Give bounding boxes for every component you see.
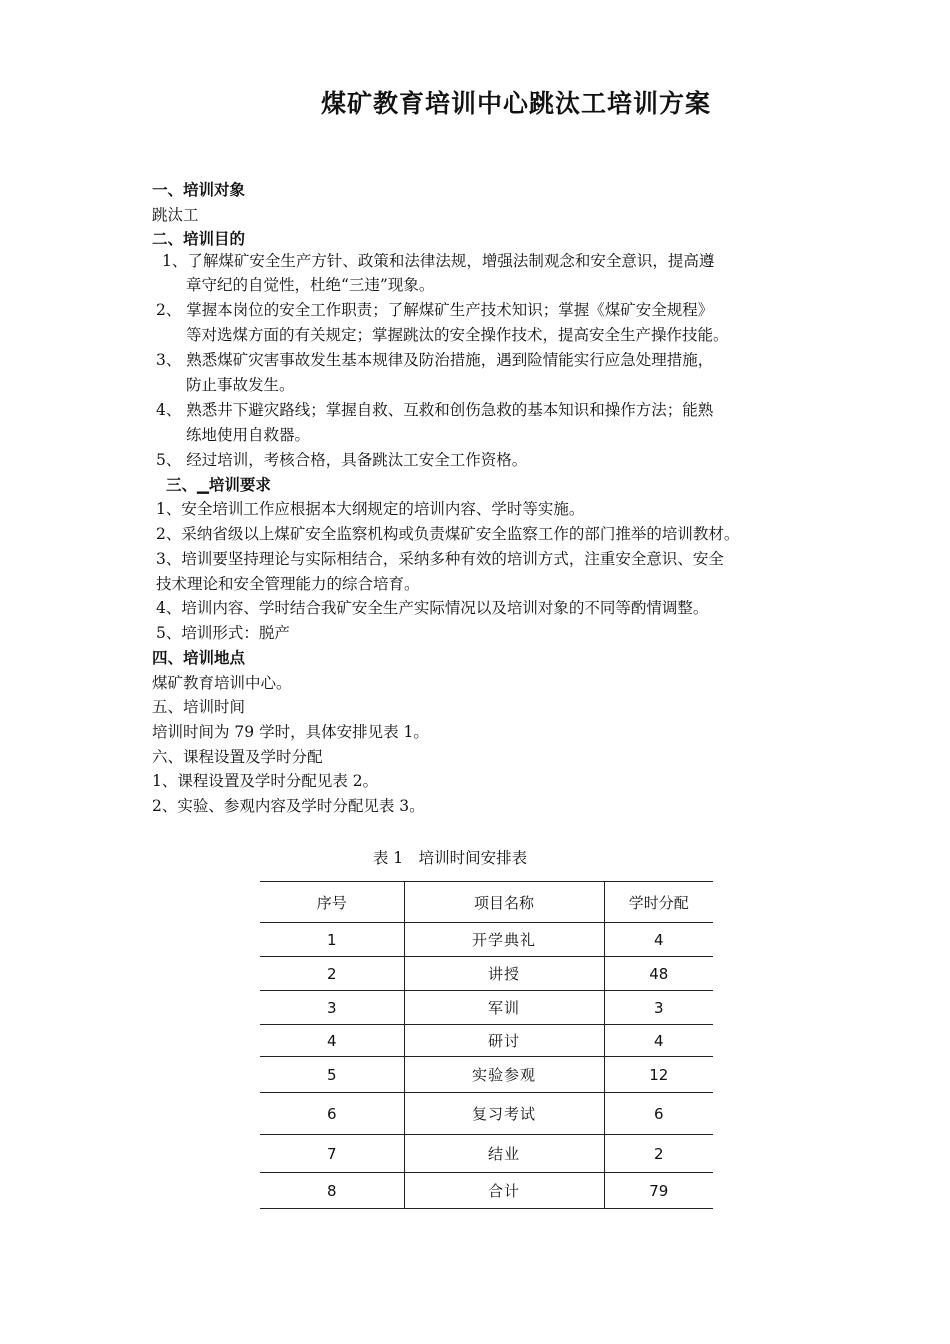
table-row (260, 1093, 713, 1135)
cell-index: 6 (260, 1093, 404, 1135)
courses-item: 1、课程设置及学时分配见表 2。 (152, 772, 379, 790)
header-index: 序号 (260, 882, 404, 923)
requirement-item: 1、安全培训工作应根据本大纲规定的培训内容、学时等实施。 (156, 500, 585, 518)
cell-item: 复习考试 (404, 1093, 604, 1135)
table-row (260, 923, 713, 957)
section-text-location: 煤矿教育培训中心。 (152, 674, 292, 692)
table-row (260, 1057, 713, 1093)
purpose-item: 5、 经过培训，考核合格，具备跳汰工安全工作资格。 (156, 451, 528, 469)
header-hours: 学时分配 (604, 882, 713, 923)
cell-index: 8 (260, 1173, 404, 1209)
cell-hours: 3 (604, 991, 713, 1025)
cell-index: 7 (260, 1135, 404, 1173)
purpose-item: 3、 熟悉煤矿灾害事故发生基本规律及防治措施，遇到险情能实行应急处理措施， (156, 351, 714, 369)
cell-item: 军训 (404, 991, 604, 1025)
cell-index: 2 (260, 957, 404, 991)
requirement-item: 3、培训要坚持理论与实际相结合，采纳多种有效的培训方式，注重安全意识、安全 (156, 550, 724, 568)
courses-item: 2、实验、参观内容及学时分配见表 3。 (152, 797, 425, 815)
table-row (260, 1025, 713, 1057)
section-heading-location: 四、培训地点 (152, 648, 246, 667)
table-row (260, 1173, 713, 1209)
purpose-item: 1、了解煤矿安全生产方针、政策和法律法规，增强法制观念和安全意识，提高遵 (162, 252, 715, 270)
table-row (260, 991, 713, 1025)
cell-hours: 12 (604, 1057, 713, 1093)
cell-hours: 6 (604, 1093, 713, 1135)
cell-hours: 4 (604, 1025, 713, 1057)
cell-hours: 48 (604, 957, 713, 991)
requirement-item-cont: 技术理论和安全管理能力的综合培育。 (156, 575, 420, 593)
schedule-table (260, 881, 713, 1209)
cell-hours: 2 (604, 1135, 713, 1173)
requirement-item: 5、培训形式：脱产 (156, 624, 290, 642)
cell-index: 3 (260, 991, 404, 1025)
cell-item: 开学典礼 (404, 923, 604, 957)
cell-item: 合计 (404, 1173, 604, 1209)
cell-item: 讲授 (404, 957, 604, 991)
section-heading-purpose: 二、培训目的 (152, 229, 246, 248)
requirement-item: 4、培训内容、学时结合我矿安全生产实际情况以及培训对象的不同等酌情调整。 (156, 599, 709, 617)
purpose-item-cont: 防止事故发生。 (186, 376, 295, 394)
cell-item: 结业 (404, 1135, 604, 1173)
purpose-item-cont: 等对选煤方面的有关规定；掌握跳汰的安全操作技术，提高安全生产操作技能。 (186, 326, 729, 344)
table-row (260, 957, 713, 991)
table-row (260, 1135, 713, 1173)
section-text-target: 跳汰工 (152, 206, 199, 224)
section-heading-target: 一、培训对象 (152, 180, 246, 199)
cell-index: 4 (260, 1025, 404, 1057)
table-caption: 表 1 培训时间安排表 (372, 849, 528, 867)
requirement-item: 2、采纳省级以上煤矿安全监察机构或负责煤矿安全监察工作的部门推举的培训教材。 (156, 525, 740, 543)
cell-item: 研讨 (404, 1025, 604, 1057)
table-header-row (260, 882, 713, 923)
purpose-item-cont: 章守纪的自觉性，杜绝“三违”现象。 (186, 276, 435, 294)
section-text-time: 培训时间为 79 学时，具体安排见表 1。 (152, 723, 429, 741)
document-title: 煤矿教育培训中心跳汰工培训方案 (320, 89, 711, 118)
cell-index: 1 (260, 923, 404, 957)
cell-item: 实验参观 (404, 1057, 604, 1093)
cell-hours: 4 (604, 923, 713, 957)
cell-hours: 79 (604, 1173, 713, 1209)
purpose-item-cont: 练地使用自救器。 (186, 426, 311, 444)
header-item: 项目名称 (404, 882, 604, 923)
purpose-item: 4、 熟悉井下避灾路线；掌握自救、互救和创伤急救的基本知识和操作方法；能熟 (156, 401, 714, 419)
cell-index: 5 (260, 1057, 404, 1093)
section-heading-time: 五、培训时间 (152, 698, 246, 716)
purpose-item: 2、 掌握本岗位的安全工作职责；了解煤矿生产技术知识；掌握《煤矿安全规程》 (156, 301, 714, 319)
section-heading-courses: 六、课程设置及学时分配 (152, 748, 323, 766)
section-heading-requirements: 三、▁培训要求 (166, 475, 271, 494)
